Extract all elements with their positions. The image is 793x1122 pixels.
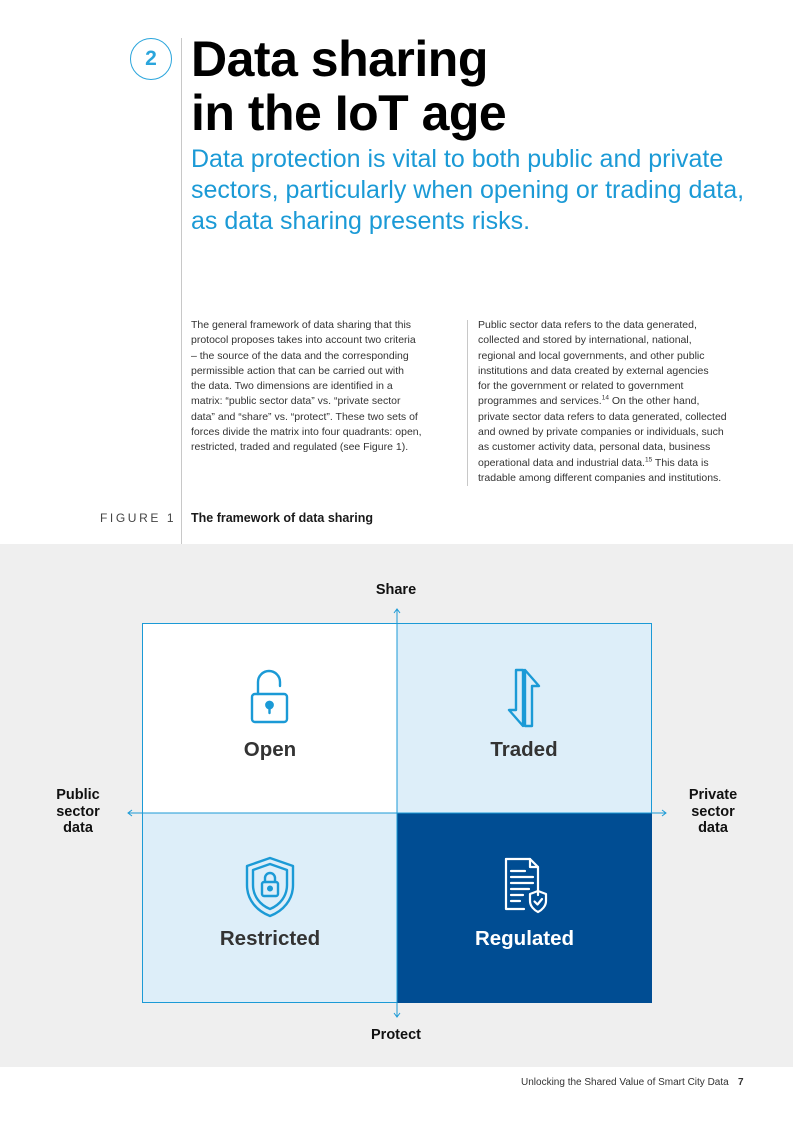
axis-label-line: data — [63, 820, 93, 836]
body-column-1 — [191, 318, 459, 456]
body-line: and owned by private companies or individuals, such — [478, 426, 724, 439]
quadrant-regulated — [397, 813, 652, 1003]
body-line: forces divide the matrix into four quadrants: open, — [191, 426, 422, 439]
axis-label-private-sector-data — [673, 787, 753, 837]
body-line: collected and stored by international, national, — [478, 334, 692, 347]
quadrant-open-label: Open — [243, 738, 297, 761]
unlocked-padlock-icon — [235, 666, 305, 730]
body-line: regional and local governments, and other public — [478, 349, 705, 362]
page-subtitle: Data protection is vital to both public and private sectors, particularly when opening or trading data, as data sharing presents risks. — [191, 145, 745, 235]
title-line-2: in the IoT age — [191, 85, 507, 141]
quadrant-restricted-label: Restricted — [219, 927, 321, 950]
body-line: restricted, traded and regulated (see Figure 1). — [191, 441, 409, 454]
axis-label-line: Public — [56, 787, 100, 803]
axis-label-protect: Protect — [371, 1027, 421, 1043]
axis-label-line: Private — [688, 787, 738, 803]
exchange-arrows-icon — [489, 666, 559, 730]
body-line: data” and “share” vs. “protect”. These two sets of — [191, 410, 418, 423]
footnote-ref-14[interactable]: 14 — [601, 394, 609, 402]
body-column-2 — [478, 318, 753, 486]
column-divider — [467, 320, 468, 486]
body-line: private sector data refers to data generated, collected — [478, 410, 727, 423]
shield-lock-icon — [235, 855, 305, 919]
section-number: 2 — [145, 47, 157, 70]
page-title — [191, 32, 771, 140]
body-line: On the other hand, — [608, 395, 700, 408]
body-line: institutions and data created by external agencies — [478, 364, 709, 377]
body-line: protocol proposes takes into account two criteria — [191, 334, 416, 347]
body-line: The general framework of data sharing that this — [191, 319, 412, 331]
body-line: Public sector data refers to the data generated, — [478, 319, 697, 331]
axis-label-line: data — [698, 820, 728, 836]
quadrant-open — [142, 623, 397, 813]
body-line: operational data and industrial data. — [478, 456, 645, 469]
body-line: This data is — [652, 456, 709, 469]
footer-document-title: Unlocking the Shared Value of Smart City Data — [521, 1077, 729, 1088]
axis-label-line: sector — [56, 803, 100, 820]
figure-label: FIGURE 1 — [100, 511, 177, 525]
body-line: permissible action that can be carried out with — [191, 364, 405, 377]
quadrant-traded-label: Traded — [490, 738, 558, 761]
figure-title: The framework of data sharing — [191, 511, 373, 525]
margin-divider — [181, 38, 182, 544]
body-line: for the government or related to government — [478, 380, 684, 393]
body-line: matrix: “public sector data” vs. “private sector — [191, 395, 401, 408]
axis-label-public-sector-data — [38, 787, 118, 837]
axis-label-line: sector — [691, 803, 735, 820]
body-line: as customer activity data, personal data, business — [478, 441, 711, 454]
body-line: the data. Two dimensions are identified in a — [191, 380, 393, 393]
footnote-ref-15[interactable]: 15 — [644, 456, 653, 464]
quadrant-traded — [397, 623, 652, 813]
body-line: – the source of the data and the corresponding — [191, 349, 409, 362]
document-check-icon — [490, 855, 560, 919]
title-line-1: Data sharing — [191, 31, 488, 87]
body-line: programmes and services. — [478, 395, 602, 408]
axis-label-share: Share — [375, 582, 417, 598]
page-number: 7 — [738, 1077, 744, 1088]
body-line: tradable among different companies and institutions. — [478, 471, 722, 484]
quadrant-regulated-label: Regulated — [474, 927, 575, 950]
section-number-badge — [130, 38, 172, 80]
quadrant-restricted — [142, 813, 397, 1003]
